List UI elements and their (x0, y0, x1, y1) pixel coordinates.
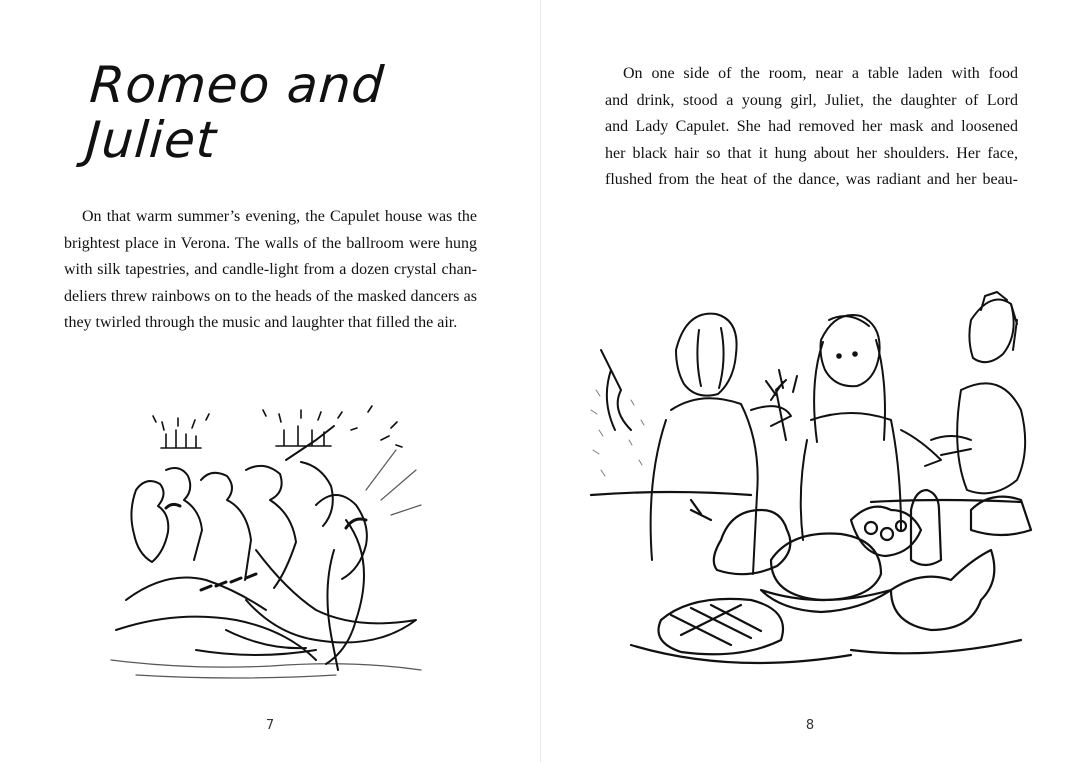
text-line: they twirled through the music and laughter that filled the air. (64, 314, 458, 332)
text-line: brightest place in Verona. The walls of the ballroom were hung (64, 234, 477, 252)
text-line: deliers threw rainbows on to the heads of the masked dancers as (64, 287, 477, 305)
text-line: and Lady Capulet. She had removed her mask and loosened (605, 118, 1018, 136)
ballroom-dancers-illustration (106, 400, 436, 690)
text-line: On that warm summer’s evening, the Capulet house was the (82, 208, 477, 225)
text-line: and drink, stood a young girl, Juliet, the daughter of Lord (605, 91, 1018, 109)
right-paragraph (605, 61, 1018, 194)
juliet-banquet-illustration (571, 290, 1041, 680)
text-line: flushed from the heat of the dance, was radiant and her beau- (605, 171, 1018, 189)
text-line: with silk tapestries, and candle-light from a dozen crystal chan- (64, 261, 477, 279)
left-paragraph (64, 204, 477, 337)
page-title: Romeo and Juliet (84, 56, 387, 169)
right-page (541, 0, 1080, 762)
text-line: On one side of the room, near a table laden with food (623, 65, 1018, 82)
page-number: 8 (805, 718, 815, 733)
page-number: 7 (265, 718, 275, 733)
text-line: her black hair so that it hung about her shoulders. Her face, (605, 144, 1018, 162)
